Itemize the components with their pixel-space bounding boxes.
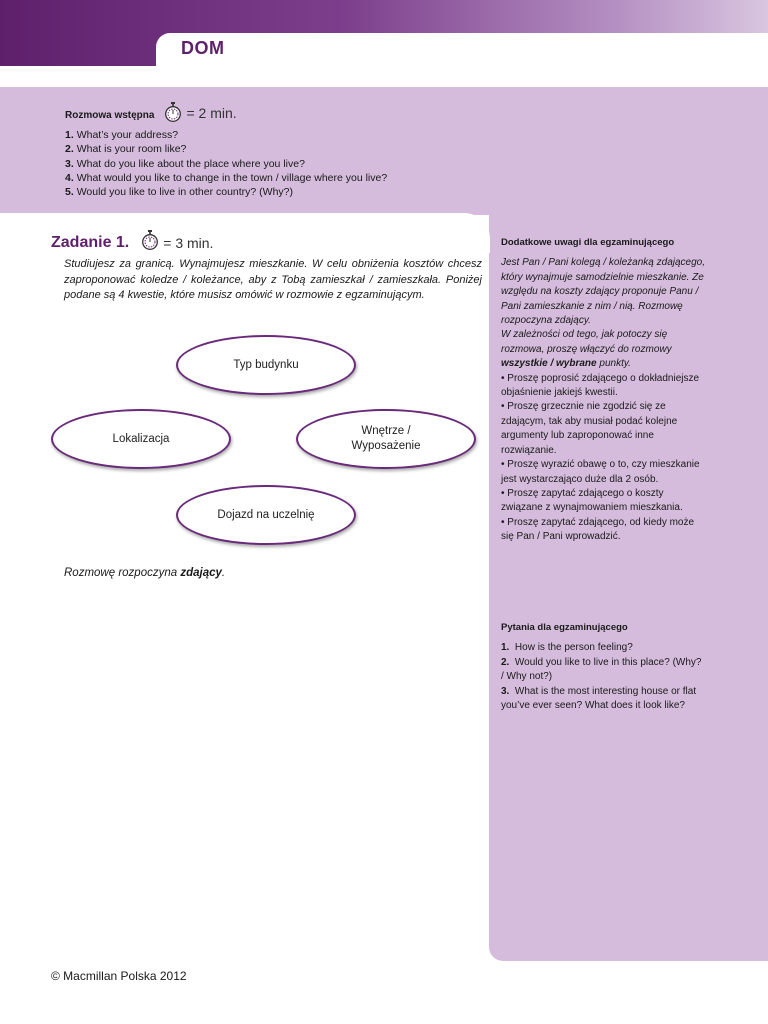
examiner-notes-intro: Jest Pan / Pani kolegą / koleżanką zdającego, który wynajmuje samodzielnie mieszkanie. Ze względu na koszty zdający proponuje Panu / Pani zamieszkanie z nim / nią. Rozmowę rozpoczyna zdający.: [501, 257, 706, 327]
warmup-questions: [65, 128, 485, 199]
list-item: • Proszę wyrazić obawę o to, czy mieszkanie jest wystarczająco duże dla 2 osób.: [501, 459, 700, 485]
footer-copyright: © Macmillan Polska 2012: [51, 969, 187, 983]
list-item: • Proszę zapytać zdającego o koszty związane z wynajmowaniem mieszkania.: [501, 487, 683, 514]
oval-building-type: Typ budynku: [176, 335, 356, 395]
task-title: Zadanie 1.: [51, 233, 130, 251]
stopwatch-icon: [141, 230, 159, 255]
task-time: = 3 min.: [163, 234, 214, 251]
task-header: [51, 230, 213, 255]
list-item: • Proszę poprosić zdającego o dokładniejsze objaśnienie jakiejś kwestii.: [501, 372, 700, 399]
list-item: 3. What do you like about the place where you live?: [65, 157, 305, 170]
oval-location: Lokalizacja: [51, 409, 231, 469]
examiner-notes-mode: W zależności od tego, jak potoczy się rozmowa, proszę włączyć do rozmowy wszystkie / wybrane punkty.: [501, 329, 672, 370]
list-item: • Proszę grzecznie nie zgodzić się ze zdającym, tak aby musiał podać kolejne argumenty lub zaproponować inne rozwiązanie.: [501, 401, 678, 456]
examiner-questions: [501, 621, 706, 713]
list-item: 1. What’s your address?: [65, 129, 179, 141]
warmup-time: = 2 min.: [186, 105, 237, 121]
oval-interior: Wnętrze / Wyposażenie: [296, 409, 476, 469]
examiner-questions-list: [501, 641, 706, 713]
list-item: 1. How is the person feeling?: [501, 642, 633, 654]
warmup-section: [65, 102, 485, 199]
task-instruction: Studiujesz za granicą. Wynajmujesz mieszkanie. W celu obniżenia kosztów chcesz zaproponować koledze / koleżance, aby z Tobą zamieszkał / zamieszkała. Poniżej podane są 4 kwestie, które musisz omówić w rozmowie z egzaminującym.: [64, 258, 482, 301]
examiner-questions-heading: Pytania dla egzaminującego: [501, 622, 628, 633]
list-item: 2. What is your room like?: [65, 143, 187, 156]
list-item: • Proszę zapytać zdającego, od kiedy może się Pan / Pani wprowadzić.: [501, 516, 695, 543]
examiner-notes: [501, 236, 706, 545]
list-item: 2. Would you like to live in this place? (Why? / Why not?): [501, 656, 702, 683]
closing-note: Rozmowę rozpoczyna zdający.: [64, 567, 226, 579]
warmup-label: Rozmowa wstępna: [65, 109, 155, 121]
page-title: DOM: [181, 38, 225, 58]
list-item: 3. What is the most interesting house or flat you’ve ever seen? What does it look like?: [501, 685, 697, 712]
stopwatch-icon: [164, 102, 182, 125]
oval-commute: Dojazd na uczelnię: [176, 485, 356, 545]
header-tab: [156, 33, 768, 73]
list-item: 5. Would you like to live in other country? (Why?): [65, 186, 294, 199]
examiner-notes-heading: Dodatkowe uwagi dla egzaminującego: [501, 237, 675, 248]
list-item: 4. What would you like to change in the town / village where you live?: [65, 171, 388, 184]
